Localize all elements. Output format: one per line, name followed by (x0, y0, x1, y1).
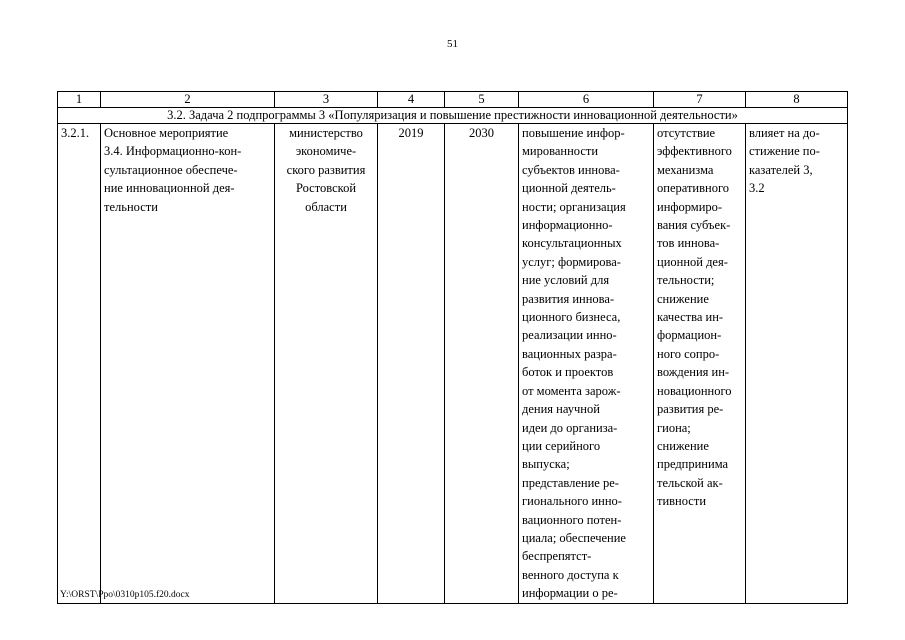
text-line: механизма (657, 162, 714, 177)
text-line: субъектов иннова- (522, 162, 620, 177)
text-line: циала; обеспечение (522, 530, 626, 545)
table-header-row (58, 92, 848, 108)
header-cell: 7 (654, 92, 746, 108)
text-line: информационно- (522, 218, 613, 233)
text-line: повышение инфор- (522, 126, 625, 140)
header-cell: 8 (746, 92, 848, 108)
end-year-cell: 2030 (445, 124, 519, 604)
text-line: качества ин- (657, 310, 724, 325)
text-line: министерство (289, 126, 363, 140)
text-line: реализации инно- (522, 328, 617, 343)
text-line: мированности (522, 144, 599, 159)
header-cell: 3 (275, 92, 378, 108)
text-line: влияет на до- (749, 126, 820, 140)
text-line: тельности; (657, 273, 715, 288)
text-line: области (305, 199, 347, 214)
text-line: развития ре- (657, 402, 724, 417)
text-line: Основное мероприятие (104, 126, 229, 140)
text-line: информиро- (657, 199, 723, 214)
text-line: снижение (657, 438, 709, 453)
task-title: 3.2. Задача 2 подпрограммы 3 «Популяризация и повышение престижности инновационной деятельности» (58, 108, 848, 124)
text-line: ционного бизнеса, (522, 310, 621, 325)
text-line: новационного (657, 383, 732, 398)
text-line: развития иннова- (522, 291, 615, 306)
row-number: 3.2.1. (58, 124, 101, 604)
text-line: вождения ин- (657, 365, 730, 380)
text-line: ционной деятель- (522, 181, 616, 196)
text-line: 3.2 (749, 181, 765, 196)
text-line: тельности (104, 199, 158, 214)
text-line: гиона; (657, 420, 691, 435)
text-line: вания субъек- (657, 218, 731, 233)
header-cell: 5 (445, 92, 519, 108)
header-cell: 2 (101, 92, 275, 108)
text-line: тельской ак- (657, 475, 723, 490)
table-row (58, 124, 848, 604)
text-line: ние условий для (522, 273, 610, 288)
text-line: казателей 3, (749, 162, 813, 177)
indicator-link-cell (746, 124, 848, 604)
consequences-cell (654, 124, 746, 604)
text-line: услуг; формирова- (522, 254, 621, 269)
header-cell: 1 (58, 92, 101, 108)
text-line: ского развития (286, 162, 366, 177)
text-line: тов иннова- (657, 236, 720, 251)
text-line: консультационных (522, 236, 622, 251)
text-line: предпринима (657, 457, 729, 472)
text-line: венного доступа к (522, 567, 619, 582)
header-cell: 6 (519, 92, 654, 108)
start-year-cell: 2019 (378, 124, 445, 604)
text-line: вационных разра- (522, 346, 617, 361)
text-line: эффективного (657, 144, 732, 159)
executor-cell (275, 124, 378, 604)
text-line: информации о ре- (522, 586, 618, 601)
file-path-footer: Y:\ORST\Ppo\0310p105.f20.docx (60, 590, 190, 600)
text-line: ции серийного (522, 438, 601, 453)
text-line: отсутствие (657, 126, 716, 140)
text-line: стижение по- (749, 144, 820, 159)
text-line: тивности (657, 494, 707, 509)
text-line: представление ре- (522, 475, 619, 490)
text-line: беспрепятст- (522, 549, 592, 564)
task-row (58, 108, 848, 124)
text-line: выпуска; (522, 457, 570, 472)
header-cell: 4 (378, 92, 445, 108)
measure-name-cell (101, 124, 275, 604)
text-line: формацион- (657, 328, 722, 343)
text-line: ние инновационной дея- (104, 181, 235, 196)
text-line: вационного потен- (522, 512, 622, 527)
expected-result-cell (519, 124, 654, 604)
text-line: снижение (657, 291, 709, 306)
program-table (57, 91, 848, 604)
text-line: идеи до организа- (522, 420, 618, 435)
text-line: дения научной (522, 402, 600, 417)
text-line: Ростовской (295, 181, 357, 196)
text-line: сультационное обеспече- (104, 162, 238, 177)
text-line: ности; организация (522, 199, 626, 214)
text-line: боток и проектов (522, 365, 614, 380)
text-line: ционной дея- (657, 254, 728, 269)
page-number: 51 (447, 38, 458, 50)
text-line: гионального инно- (522, 494, 622, 509)
text-line: оперативного (657, 181, 730, 196)
text-line: экономиче- (295, 144, 357, 159)
text-line: 3.4. Информационно-кон- (104, 144, 242, 159)
text-line: от момента зарож- (522, 383, 621, 398)
text-line: ного сопро- (657, 346, 720, 361)
